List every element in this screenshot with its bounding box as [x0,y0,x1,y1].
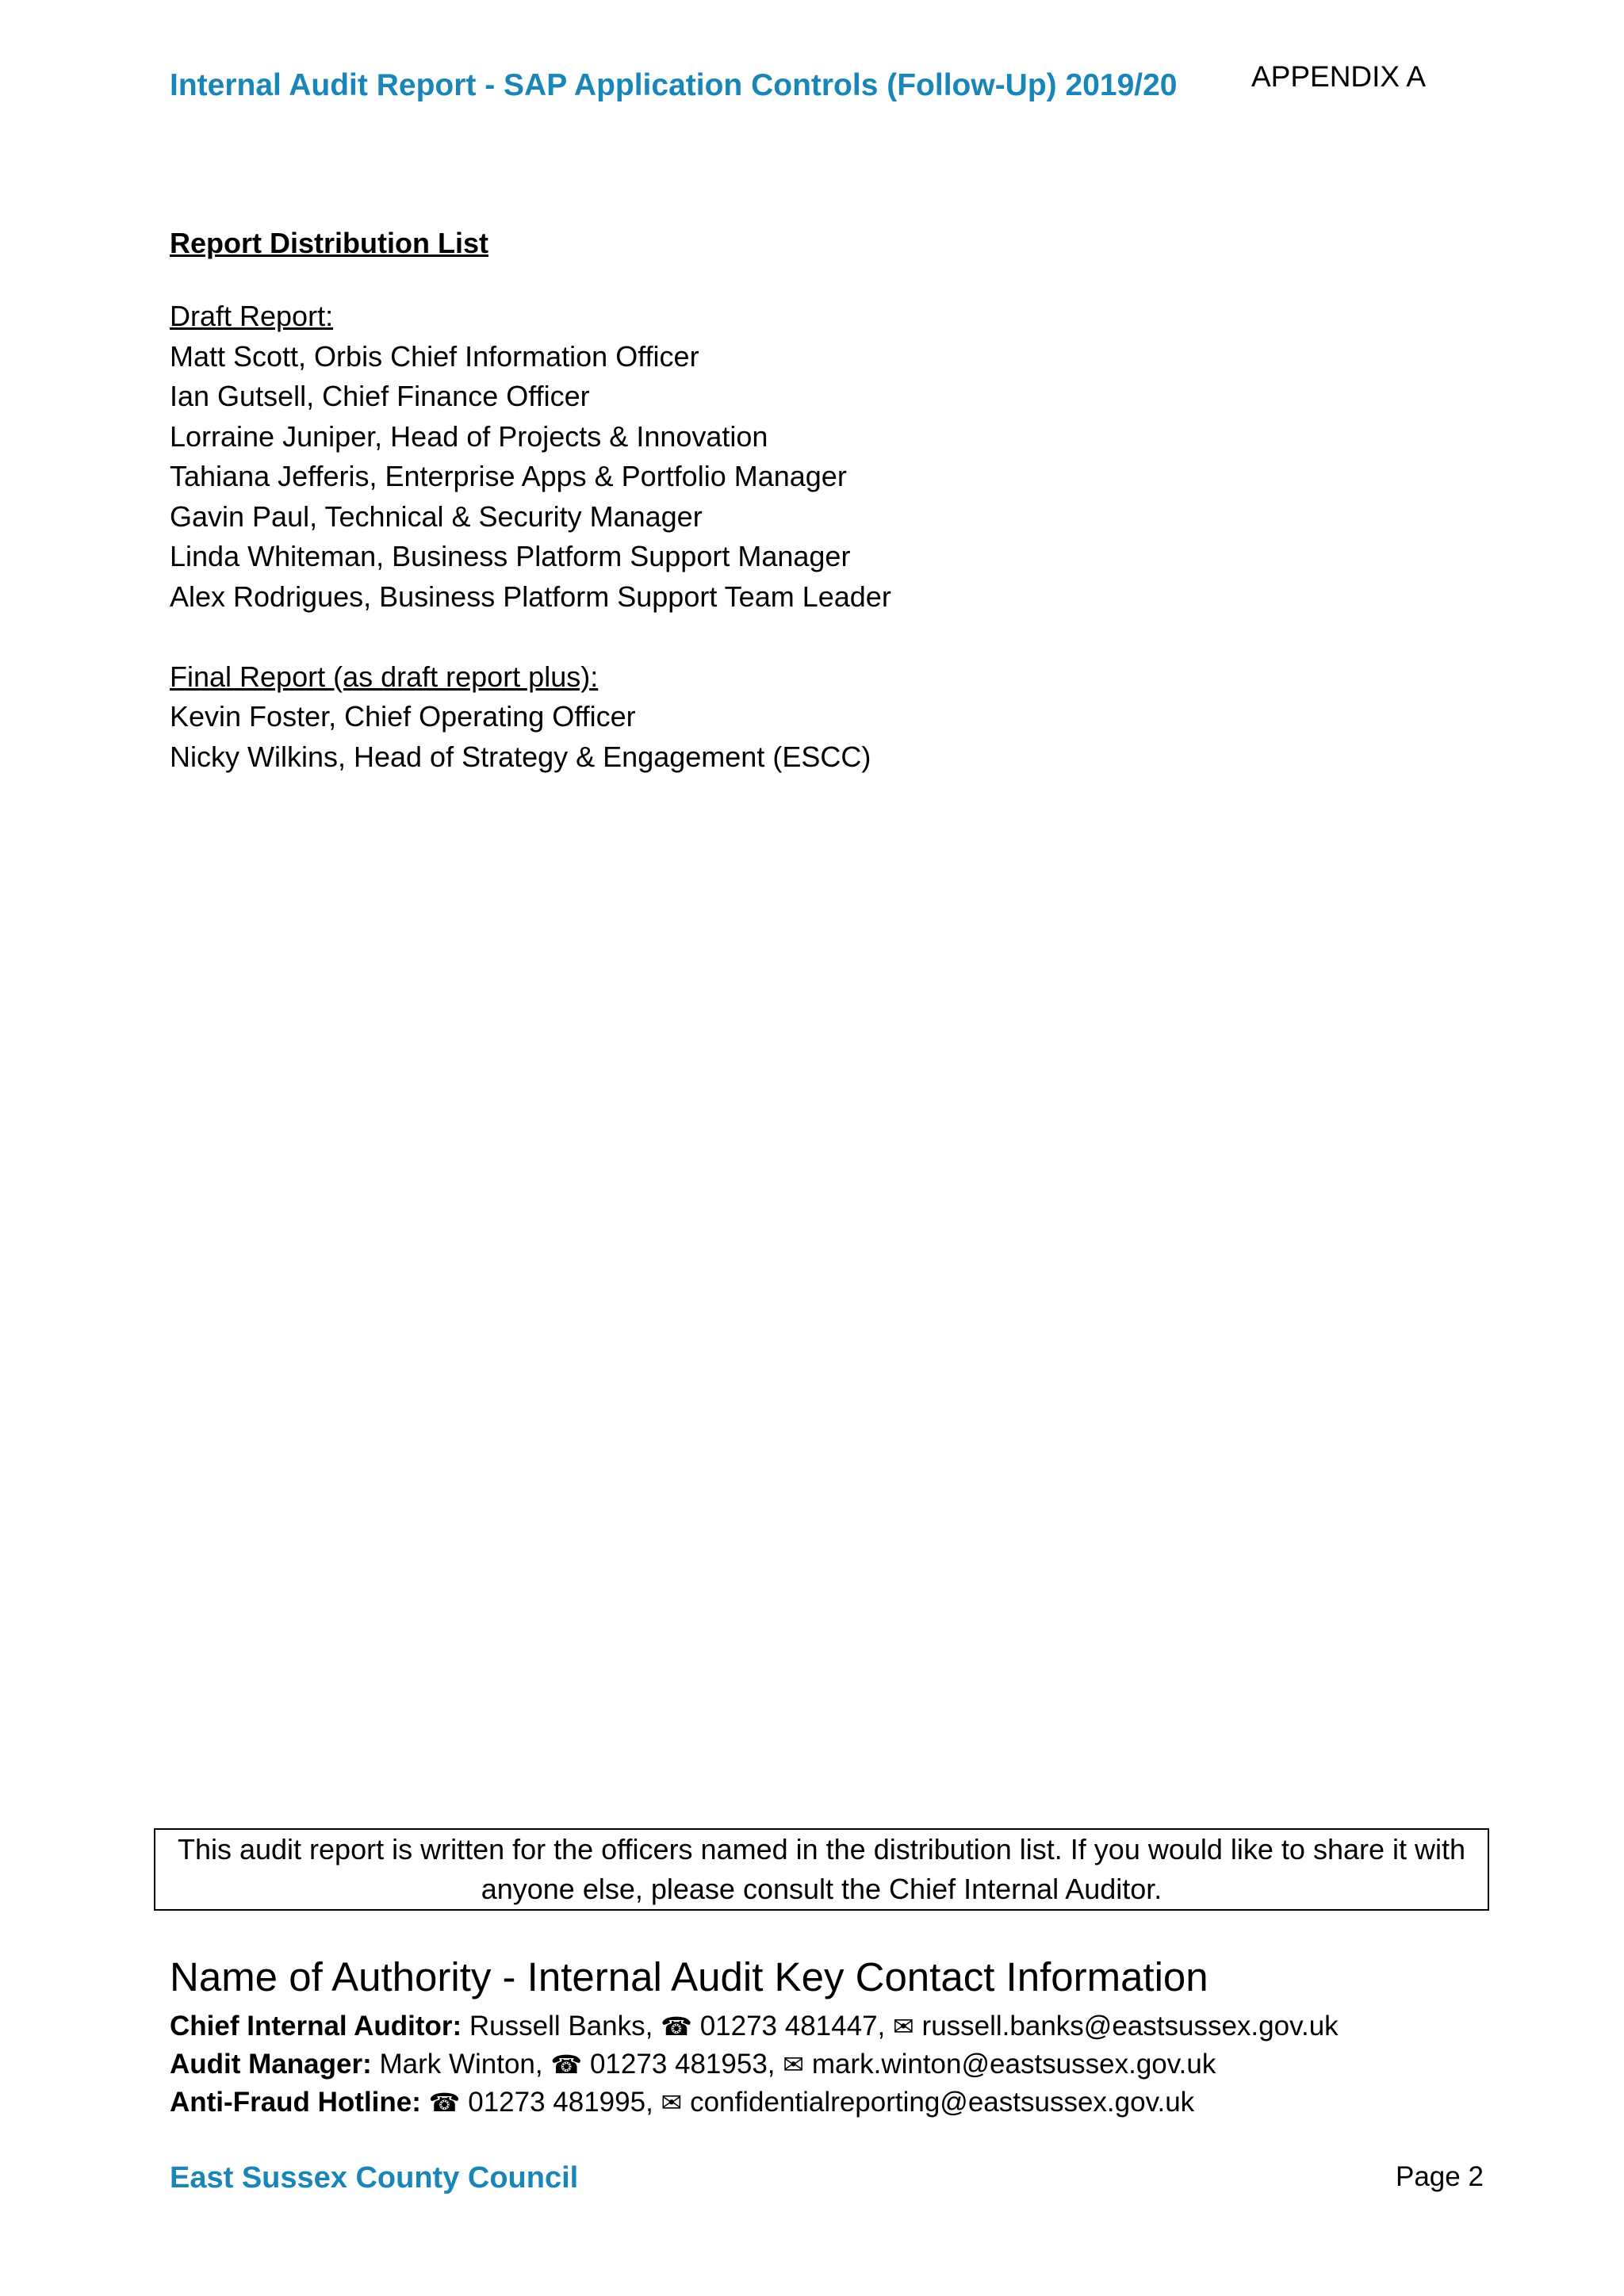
list-item: Lorraine Juniper, Head of Projects & Innovation [170,419,768,453]
chief-auditor-name: Russell Banks, [469,2011,653,2042]
appendix-label: APPENDIX A [1251,60,1427,93]
audit-manager-email[interactable]: mark.winton@eastsussex.gov.uk [811,2049,1216,2080]
spacer [170,617,891,657]
list-item: Alex Rodrigues, Business Platform Support Team Leader [170,580,891,613]
phone-icon: ☎ [428,2087,461,2118]
list-item: Ian Gutsell, Chief Finance Officer [170,380,590,412]
footer-organisation: East Sussex County Council [170,2161,579,2195]
envelope-icon: ✉ [783,2049,805,2080]
page-number: Page 2 [1396,2161,1484,2192]
hotline-row [170,2084,1339,2122]
audit-manager-phone: 01273 481953, [589,2049,776,2080]
phone-icon: ☎ [661,2011,692,2042]
notice-text: This audit report is written for the officers named in the distribution list. If you would like to share it with anyone else, please consult the Chief Internal Auditor. [177,1833,1466,1905]
list-item: Tahiana Jefferis, Enterprise Apps & Portfolio Manager [170,460,847,492]
distribution-list [170,297,891,777]
audit-manager-name: Mark Winton, [379,2049,543,2080]
hotline-phone: 01273 481995, [468,2087,653,2118]
distribution-heading: Report Distribution List [170,227,488,259]
report-title: Internal Audit Report - SAP Application Controls (Follow-Up) 2019/20 [170,68,1178,102]
audit-manager-label: Audit Manager: [170,2049,372,2080]
chief-auditor-label: Chief Internal Auditor: [170,2011,462,2042]
distribution-notice [154,1828,1489,1911]
list-item: Linda Whiteman, Business Platform Support Manager [170,540,851,572]
hotline-email[interactable]: confidentialreporting@eastsussex.gov.uk [690,2087,1195,2118]
list-item: Matt Scott, Orbis Chief Information Officer [170,339,699,373]
chief-auditor-email[interactable]: russell.banks@eastsussex.gov.uk [921,2011,1339,2042]
draft-report-label: Draft Report: [170,300,334,332]
list-item: Gavin Paul, Technical & Security Manager [170,499,703,533]
chief-auditor-phone: 01273 481447, [699,2011,886,2042]
chief-auditor-row [170,2007,1339,2045]
list-item: Kevin Foster, Chief Operating Officer [170,700,636,733]
envelope-icon: ✉ [661,2087,683,2118]
envelope-icon: ✉ [893,2011,914,2042]
contact-heading: Name of Authority - Internal Audit Key Contact Information [170,1954,1208,1999]
list-item: Nicky Wilkins, Head of Strategy & Engagement (ESCC) [170,740,871,773]
audit-manager-row [170,2045,1339,2084]
final-report-label: Final Report (as draft report plus): [170,660,599,693]
contact-list [170,2007,1339,2122]
phone-icon: ☎ [550,2049,583,2080]
hotline-label: Anti-Fraud Hotline: [170,2087,421,2118]
